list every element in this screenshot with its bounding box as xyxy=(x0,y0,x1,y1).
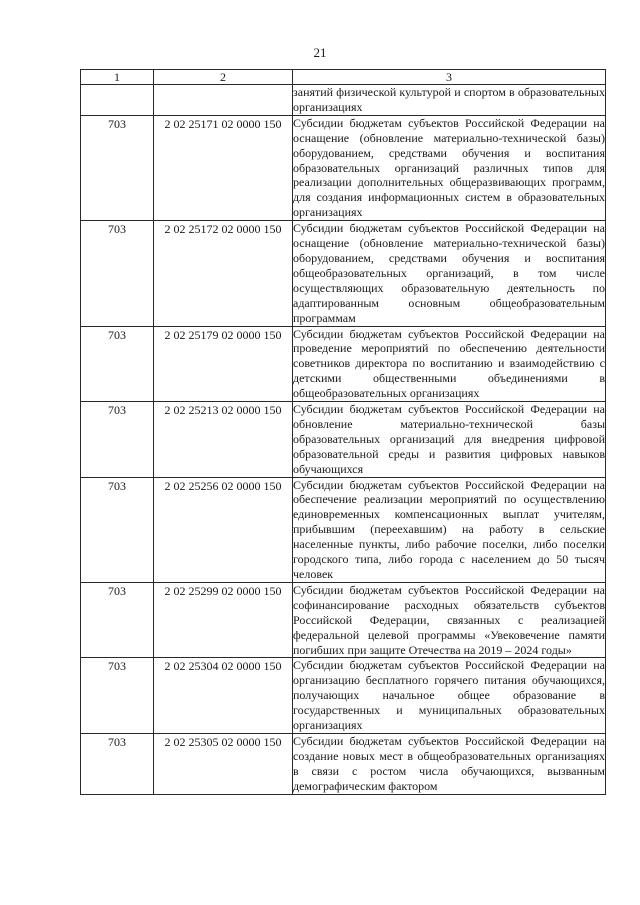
table-row xyxy=(81,477,606,582)
table-row xyxy=(81,582,606,658)
admin-code-cell: 703 xyxy=(81,582,154,658)
page-number: 21 xyxy=(313,45,327,60)
budget-code-cell: 2 02 25179 02 0000 150 xyxy=(154,326,293,402)
budget-code-table xyxy=(80,69,606,795)
description-cell: Субсидии бюджетам субъектов Российской Федерации на обеспечение реализации мероприятий по осуществлению единовременных компенсационных выплат учителям, прибывшим (переехавшим) на работу в сельские населенные пункты, либо рабочие поселки, либо поселки городского типа, либо города с населением до 50 тысяч человек xyxy=(293,477,605,581)
description-cell: Субсидии бюджетам субъектов Российской Федерации на обновление материально-технической базы образовательных организаций для внедрения цифровой образовательной среды и развития цифровых навыков обучающихся xyxy=(293,402,605,476)
table-row xyxy=(81,658,606,734)
budget-code-cell: 2 02 25305 02 0000 150 xyxy=(154,733,293,794)
admin-code-cell: 703 xyxy=(81,402,154,478)
admin-code-cell xyxy=(81,85,154,116)
admin-code-cell: 703 xyxy=(81,221,154,326)
budget-code-cell: 2 02 25171 02 0000 150 xyxy=(154,115,293,220)
table-row xyxy=(81,221,606,326)
table-header-row xyxy=(81,70,606,85)
description-cell: Субсидии бюджетам субъектов Российской Федерации на организацию бесплатного горячего питания обучающихся, получающих начальное общее образование в государственных и муниципальных образовательных организациях xyxy=(293,658,605,733)
table-row xyxy=(81,326,606,402)
header-col-1: 1 xyxy=(81,70,154,85)
description-cell: Субсидии бюджетам субъектов Российской Федерации на софинансирование расходных обязательств субъектов Российской Федерации, связанных с реализацией федеральной целевой программы «Увековечение памяти погибших при защите Отечества на 2019 – 2024 годы» xyxy=(293,582,605,657)
budget-code-cell: 2 02 25304 02 0000 150 xyxy=(154,658,293,734)
budget-code-cell: 2 02 25213 02 0000 150 xyxy=(154,402,293,478)
budget-code-cell xyxy=(154,85,293,116)
header-col-2: 2 xyxy=(154,70,293,85)
table-row-continued xyxy=(81,85,606,116)
admin-code-cell: 703 xyxy=(81,477,154,582)
admin-code-cell: 703 xyxy=(81,326,154,402)
admin-code-cell: 703 xyxy=(81,658,154,734)
budget-code-cell: 2 02 25172 02 0000 150 xyxy=(154,221,293,326)
description-cell: Субсидии бюджетам субъектов Российской Федерации на оснащение (обновление материально-технической базы) оборудованием, средствами обучения и воспитания образовательных организаций различных типов для реализации дополнительных общеразвивающих программ, для создания информационных систем в образовательных организациях xyxy=(293,115,605,220)
description-cell: Субсидии бюджетам субъектов Российской Федерации на создание новых мест в общеобразовательных организациях в связи с ростом числа обучающихся, вызванным демографическим фактором xyxy=(293,733,605,793)
table-row xyxy=(81,402,606,478)
budget-code-cell: 2 02 25299 02 0000 150 xyxy=(154,582,293,658)
admin-code-cell: 703 xyxy=(81,115,154,220)
admin-code-cell: 703 xyxy=(81,733,154,794)
description-cell: Субсидии бюджетам субъектов Российской Федерации на оснащение (обновление материально-технической базы) оборудованием, средствами обучения и воспитания общеобразовательных организаций, в том числе осуществляющих образовательную деятельность по адаптированным основным общеобразовательным программам xyxy=(293,221,605,325)
table-row xyxy=(81,733,606,794)
budget-code-cell: 2 02 25256 02 0000 150 xyxy=(154,477,293,582)
table-row xyxy=(81,115,606,220)
header-col-3: 3 xyxy=(293,70,606,85)
description-cell: Субсидии бюджетам субъектов Российской Федерации на проведение мероприятий по обеспечению деятельности советников директора по воспитанию и взаимодействию с детскими общественными объединениями в общеобразовательных организациях xyxy=(293,326,605,401)
description-cell: занятий физической культурой и спортом в образовательных организациях xyxy=(293,85,605,114)
